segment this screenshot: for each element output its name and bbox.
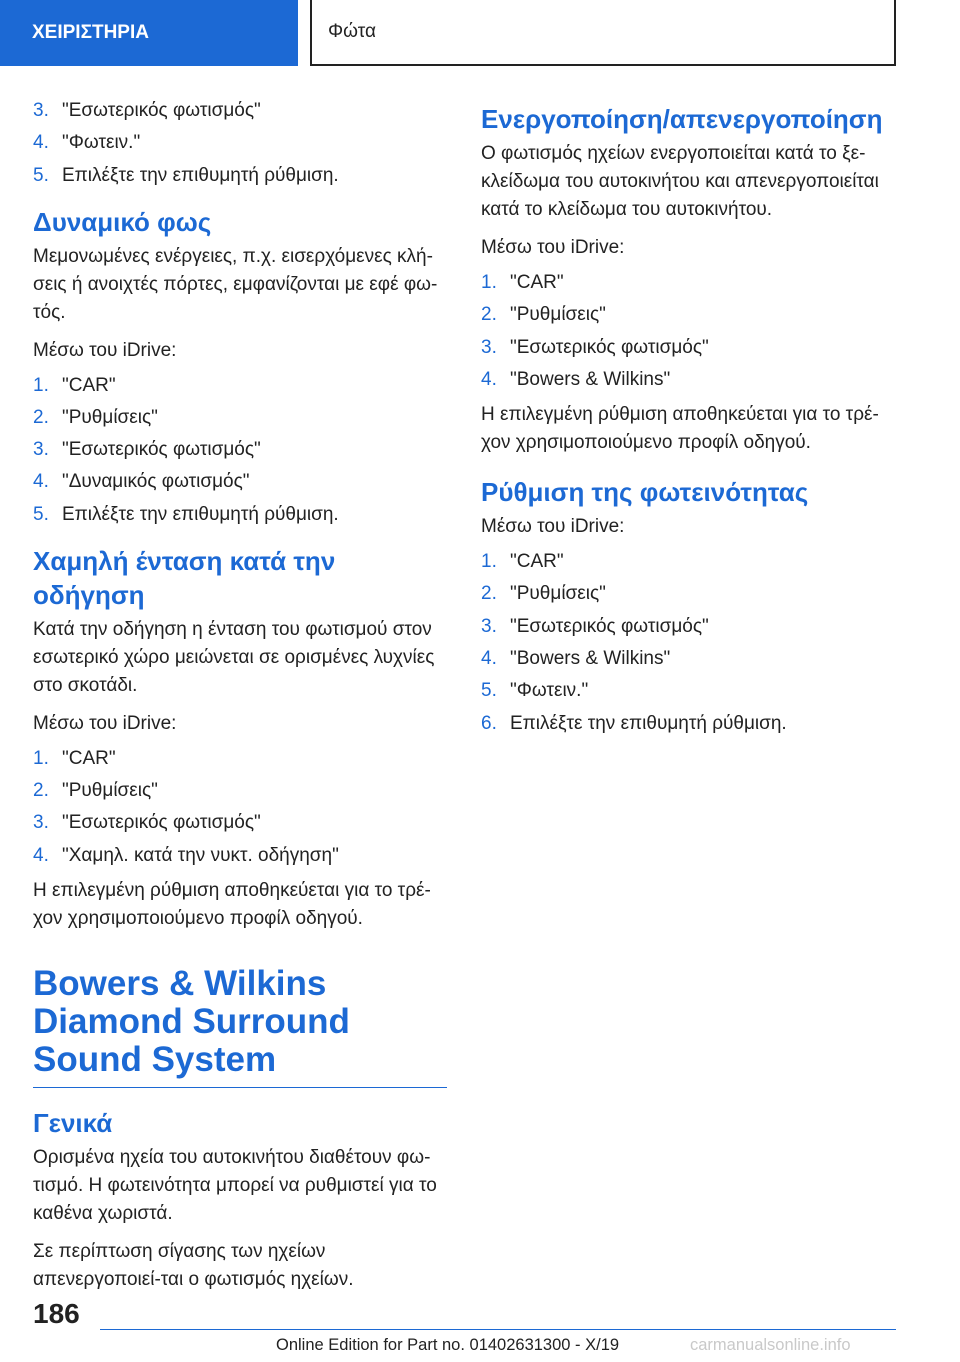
step-text: "Bowers & Wilkins" (510, 648, 671, 670)
step-number: 3. (481, 615, 497, 637)
step-number: 2. (33, 406, 49, 428)
step-number: 5. (33, 503, 49, 525)
step-text: "Εσωτερικός φωτισμός" (62, 439, 261, 461)
step-text: "CAR" (510, 272, 564, 293)
step-item (481, 713, 895, 735)
paragraph: Ο φωτισμός ηχείων ενεργοποιείται κατά το ξε-κλείδωμα του αυτοκινήτου και απενεργοποιείται κατά το κλείδωμα του αυτοκινήτου. (481, 143, 879, 220)
step-text: "Χαμηλ. κατά την νυκτ. οδήγηση" (62, 844, 339, 866)
step-text: Επιλέξτε την επιθυμητή ρύθμιση. (62, 164, 339, 186)
step-item (481, 680, 895, 702)
step-text: "Εσωτερικός φωτισμός" (510, 615, 709, 637)
step-number: 4. (481, 368, 497, 390)
step-item (33, 100, 447, 122)
paragraph: Μεμονωμένες ενέργειες, π.χ. εισερχόμενες κλή-σεις ή ανοιχτές πόρτες, εμφανίζονται με εφέ φω-τός. (33, 245, 438, 323)
step-number: 4. (481, 648, 497, 670)
step-text: "Φωτειν." (510, 680, 589, 702)
paragraph: Σε περίπτωση σίγασης των ηχείων απενεργοποιεί-ται ο φωτισμός ηχείων. (33, 1240, 354, 1290)
step-number: 6. (481, 712, 497, 734)
step-text: "Ρυθμίσεις" (62, 406, 158, 428)
idrive-intro: Μέσω του iDrive: (33, 339, 177, 361)
step-text: "Εσωτερικός φωτισμός" (510, 336, 709, 358)
watermark: carmanualsonline.info (690, 1336, 851, 1354)
step-text: "Ρυθμίσεις" (62, 780, 158, 802)
step-item (481, 583, 895, 605)
paragraph: Κατά την οδήγηση η ένταση του φωτισμού στον εσωτερικό χώρο μειώνεται σε ορισμένες λυχνίες στο σκοτάδι. (33, 618, 435, 696)
right-column (481, 100, 895, 745)
chapter-header (310, 0, 896, 66)
step-text: "Ρυθμίσεις" (510, 304, 606, 326)
step-item (33, 504, 447, 526)
step-text: "Φωτειν." (62, 132, 141, 154)
step-number: 4. (33, 132, 49, 154)
section-heading-general: Γενικά (33, 1107, 113, 1138)
step-number: 1. (33, 747, 49, 769)
step-number: 2. (481, 304, 497, 326)
step-number: 5. (33, 164, 49, 186)
section-heading-low-intensity: Χαμηλή ένταση κατά την οδήγηση (33, 545, 336, 610)
step-item (33, 375, 447, 397)
step-number: 1. (481, 272, 497, 293)
step-item (33, 748, 447, 770)
step-list (33, 748, 447, 867)
left-column (33, 100, 447, 1304)
step-item (33, 471, 447, 493)
idrive-intro: Μέσω του iDrive: (481, 516, 625, 538)
step-list (33, 375, 447, 526)
step-item (33, 407, 447, 429)
chapter-title: Φώτα (328, 21, 376, 42)
step-number: 3. (33, 100, 49, 121)
step-text: "CAR" (62, 747, 116, 769)
step-item (33, 165, 447, 187)
step-list (481, 272, 895, 391)
footer-edition: Online Edition for Part no. 01402631300 - X/19 (276, 1336, 620, 1354)
section-tab (0, 0, 298, 66)
step-number: 2. (481, 583, 497, 605)
step-item (33, 780, 447, 802)
chapter-heading-bowers-wilkins: Bowers & Wilkins Diamond Surround Sound System (33, 965, 447, 1088)
step-item (481, 616, 895, 638)
step-number: 3. (33, 812, 49, 834)
step-item (481, 369, 895, 391)
step-number: 3. (33, 439, 49, 461)
step-number: 4. (33, 844, 49, 866)
step-number: 5. (481, 680, 497, 702)
step-text: "Εσωτερικός φωτισμός" (62, 812, 261, 834)
step-text: Επιλέξτε την επιθυμητή ρύθμιση. (510, 712, 787, 734)
step-text: "Ρυθμίσεις" (510, 583, 606, 605)
paragraph: Ορισμένα ηχεία του αυτοκινήτου διαθέτουν φω-τισμό. Η φωτεινότητα μπορεί να ρυθμιστεί για το καθένα χωριστά. (33, 1146, 437, 1224)
step-item (33, 132, 447, 154)
step-text: "Εσωτερικός φωτισμός" (62, 100, 261, 121)
step-item (481, 551, 895, 573)
idrive-intro: Μέσω του iDrive: (33, 712, 177, 734)
step-item (33, 812, 447, 834)
footer-rule (100, 1329, 896, 1330)
step-list (33, 100, 447, 187)
section-title: ΧΕΙΡΙΣΤΗΡΙΑ (32, 22, 149, 43)
section-heading-brightness: Ρύθμιση της φωτεινότητας (481, 477, 809, 508)
step-text: "CAR" (62, 374, 116, 396)
step-item (33, 845, 447, 867)
step-number: 1. (481, 551, 497, 573)
step-item (481, 337, 895, 359)
paragraph: Η επιλεγμένη ρύθμιση αποθηκεύεται για το τρέ-χον χρησιμοποιούμενο προφίλ οδηγού. (33, 879, 431, 929)
step-item (481, 272, 895, 294)
step-item (481, 648, 895, 670)
step-number: 1. (33, 374, 49, 396)
section-heading-dynamic-light: Δυναμικό φως (33, 206, 212, 237)
paragraph: Η επιλεγμένη ρύθμιση αποθηκεύεται για το τρέ-χον χρησιμοποιούμενο προφίλ οδηγού. (481, 404, 879, 454)
step-text: "Bowers & Wilkins" (510, 368, 671, 390)
step-item (481, 304, 895, 326)
idrive-intro: Μέσω του iDrive: (481, 237, 625, 258)
step-text: "CAR" (510, 551, 564, 573)
page-number: 186 (33, 1298, 80, 1329)
step-list (481, 551, 895, 734)
step-text: "Δυναμικός φωτισμός" (62, 471, 250, 493)
section-heading-on-off: Ενεργοποίηση/απενεργοποίηση (481, 104, 883, 134)
step-number: 3. (481, 336, 497, 358)
step-number: 4. (33, 471, 49, 493)
step-number: 2. (33, 780, 49, 802)
step-text: Επιλέξτε την επιθυμητή ρύθμιση. (62, 503, 339, 525)
step-item (33, 439, 447, 461)
